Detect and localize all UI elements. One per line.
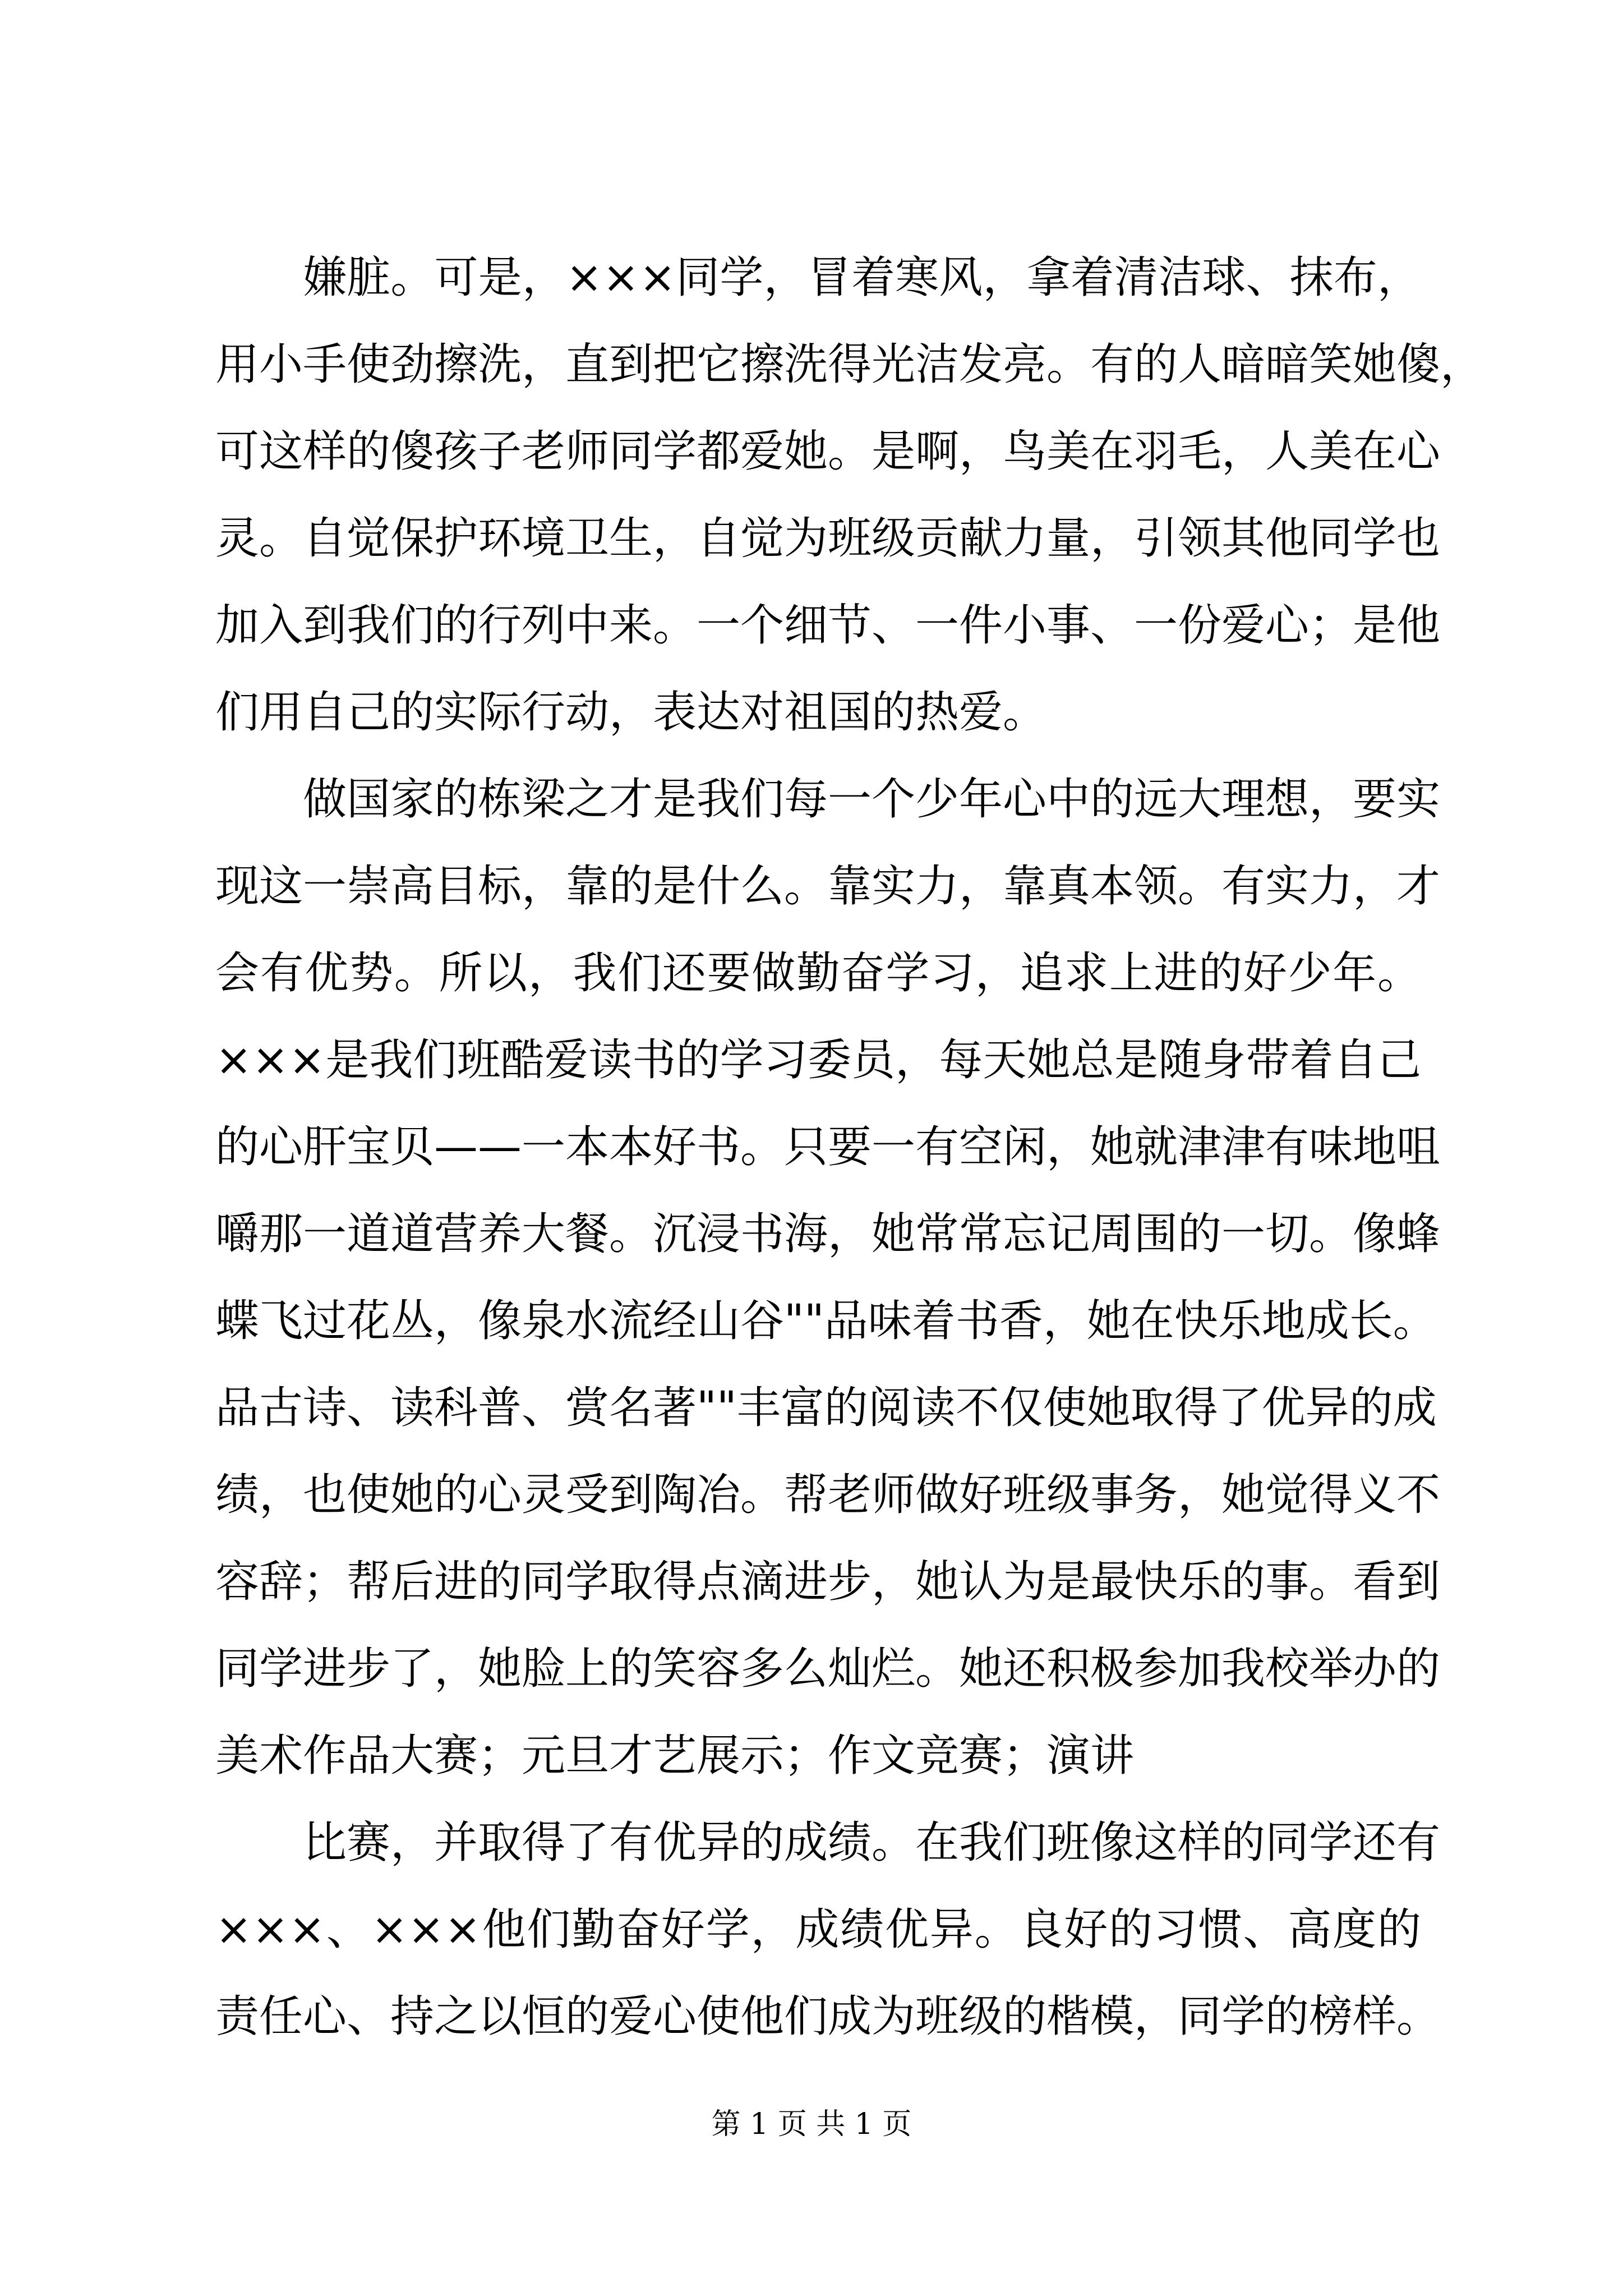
text-line-7: 做国家的栋梁之才是我们每一个少年心中的远大理想，要实 (303, 774, 1441, 825)
text-line-4: 灵。自觉保护环境卫生，自觉为班级贡献力量，引领其他同学也 (215, 513, 1441, 564)
text-line-20: ×××、×××他们勤奋好学，成绩优异。良好的习惯、高度的 (215, 1904, 1421, 1955)
text-line-12: 嚼那一道道营养大餐。沉浸书海，她常常忘记周围的一切。像蜂 (215, 1209, 1441, 1259)
body-text (215, 234, 1484, 2060)
text-line-15: 绩，也使她的心灵受到陶冶。帮老师做好班级事务，她觉得义不 (215, 1470, 1441, 1520)
text-line-1: 嫌脏。可是，×××同学，冒着寒风，拿着清洁球、抹布， (303, 252, 1421, 303)
text-line-14: 品古诗、读科普、赏名著""丰富的阅读不仅使她取得了优异的成 (215, 1383, 1437, 1433)
text-line-2: 用小手使劲擦洗，直到把它擦洗得光洁发亮。有的人暗暗笑她傻， (215, 339, 1484, 390)
text-line-13: 蝶飞过花丛，像泉水流经山谷""品味着书香，她在快乐地成长。 (215, 1296, 1437, 1346)
text-line-17: 同学进步了，她脸上的笑容多么灿烂。她还积极参加我校举办的 (215, 1644, 1441, 1694)
text-line-5: 加入到我们的行列中来。一个细节、一件小事、一份爱心；是他 (215, 600, 1441, 651)
text-line-16: 容辞；帮后进的同学取得点滴进步，她认为是最快乐的事。看到 (215, 1557, 1441, 1607)
text-line-9: 会有优势。所以，我们还要做勤奋学习，追求上进的好少年。 (215, 948, 1421, 999)
text-line-21: 责任心、持之以恒的爱心使他们成为班级的楷模，同学的榜样。 (215, 1991, 1441, 2042)
text-line-3: 可这样的傻孩子老师同学都爱她。是啊，鸟美在羽毛，人美在心 (215, 426, 1441, 477)
text-line-6: 们用自己的实际行动，表达对祖国的热爱。 (215, 687, 1047, 738)
text-line-11: 的心肝宝贝——一本本好书。只要一有空闲，她就津津有味地咀 (215, 1122, 1441, 1172)
text-line-8: 现这一崇高目标，靠的是什么。靠实力，靠真本领。有实力，才 (215, 861, 1441, 912)
text-line-10: ×××是我们班酷爱读书的学习委员，每天她总是随身带着自己 (215, 1035, 1421, 1085)
text-line-19: 比赛，并取得了有优异的成绩。在我们班像这样的同学还有 (303, 1818, 1441, 1868)
text-line-18: 美术作品大赛；元旦才艺展示；作文竞赛；演讲 (215, 1731, 1135, 1781)
page-footer: 第 1 页 共 1 页 (711, 2108, 912, 2141)
